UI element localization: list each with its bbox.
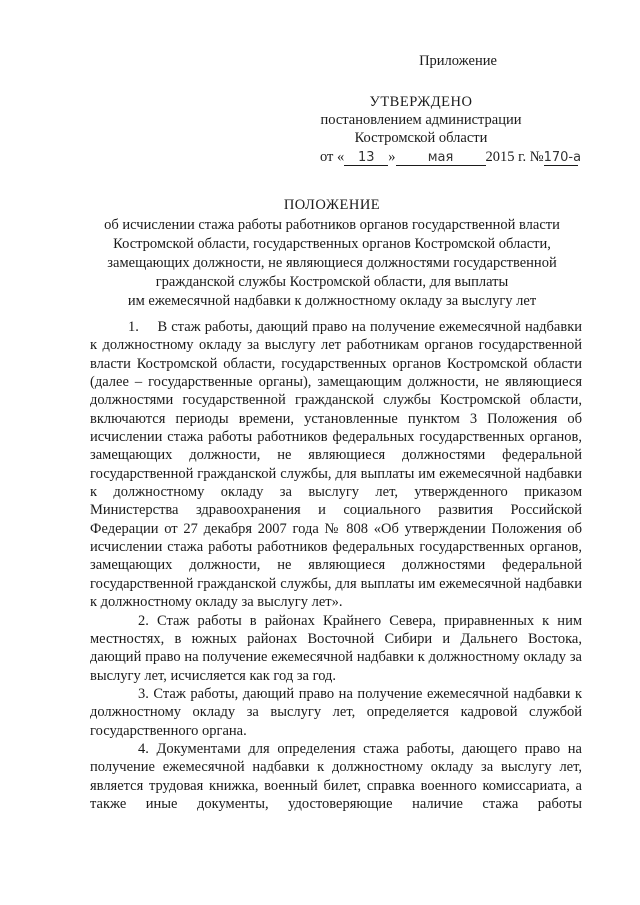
date-mid: » bbox=[388, 149, 396, 165]
date-day-handwritten: 13 bbox=[344, 150, 388, 166]
subtitle-line: им ежемесячной надбавки к должностному окладу за выслугу лет bbox=[127, 293, 537, 309]
subtitle-line: замещающих должности, не являющиеся должностями государственной bbox=[107, 255, 557, 271]
paragraph-4: 4. Документами для определения стажа работы, дающего право на получение ежемесячной надбавки к должностному окладу за выслугу лет, является трудовая книжка, военный билет, справка военного комиссариата, а также иные документы, удостоверяющие наличие стажа работы bbox=[90, 740, 582, 812]
date-month-handwritten: мая bbox=[396, 150, 486, 166]
appendix-label: Приложение bbox=[419, 53, 497, 69]
paragraph-3: 3. Стаж работы, дающий право на получение ежемесячной надбавки к должностному окладу за выслугу лет, определяется кадровой службой государственного органа. bbox=[90, 685, 582, 739]
date-year: 2015 г. № bbox=[485, 149, 544, 165]
approved-by-line1: постановлением администрации bbox=[320, 112, 522, 128]
date-prefix: от « bbox=[320, 149, 345, 165]
document-body bbox=[90, 318, 582, 813]
document-title-block bbox=[82, 196, 582, 311]
subtitle-line: Костромской области, государственных органов Костромской области, bbox=[113, 236, 551, 252]
approved-stamp-label: УТВЕРЖДЕНО bbox=[369, 94, 473, 110]
approved-by-line2: Костромской области bbox=[354, 130, 488, 146]
paragraph-2: 2. Стаж работы в районах Крайнего Севера, приравненных к ним местностях, в южных районах Восточной Сибири и Дальнего Востока, дающий право на получение ежемесячной надбавки к должностному окладу за выслугу лет, исчисляется как год за год. bbox=[90, 612, 582, 684]
paragraph-1: 1. В стаж работы, дающий право на получение ежемесячной надбавки к должностному окладу за выслугу лет работникам органов государственной власти Костромской области, государственных органов Костромской области (далее – государственные органы), замещающим должности, не являющиеся должностями государственной гражданской службы Костромской области, включаются периоды времени, установленные пунктом 3 Положения об исчислении стажа работы работников федеральных государственных органов, замещающих должности, не являющиеся должностями федеральной государственной гражданской службы, для выплаты им ежемесячной надбавки к должностному окладу за выслугу лет, утвержденного приказом Министерства здравоохранения и социального развития Российской Федерации от 27 декабря 2007 года № 808 «Об утверждении Положения об исчислении стажа работы работников федеральных государственных органов, замещающих должности, не являющиеся должностями федеральной государственной гражданской службы, для выплаты им ежемесячной надбавки к должностному окладу за выслугу лет». bbox=[90, 319, 582, 611]
subtitle-line: гражданской службы Костромской области, для выплаты bbox=[155, 274, 509, 290]
subtitle-line: об исчислении стажа работы работников органов государственной власти bbox=[104, 217, 560, 233]
approval-date-line bbox=[320, 148, 582, 166]
document-number-handwritten: 170-а bbox=[543, 150, 582, 165]
document-title: ПОЛОЖЕНИЕ bbox=[283, 197, 381, 213]
